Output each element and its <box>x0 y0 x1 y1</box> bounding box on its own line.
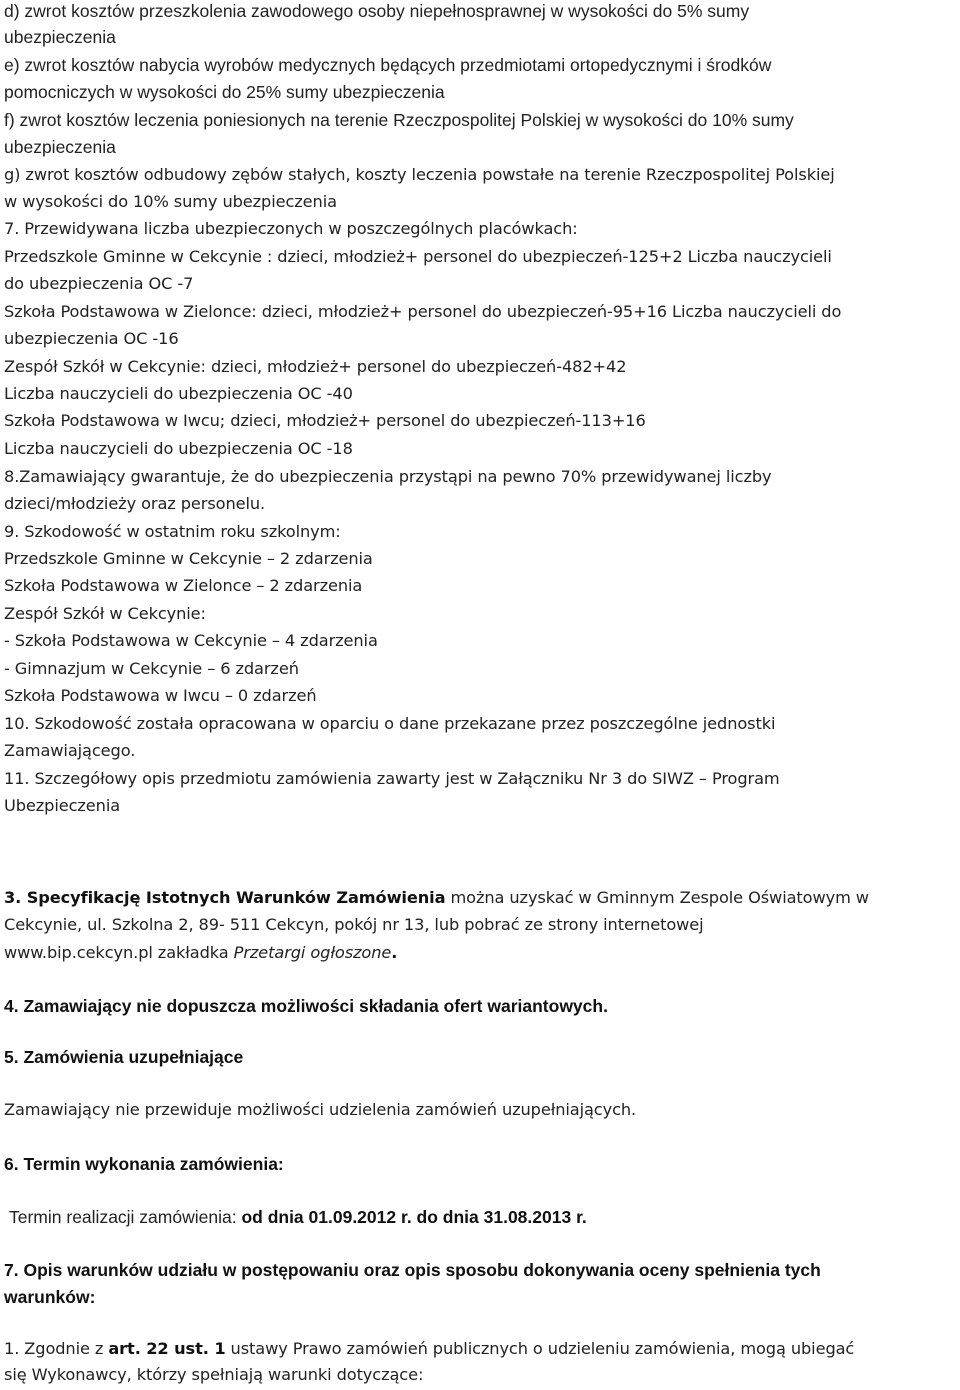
paragraph-line: 11. Szczegółowy opis przedmiotu zamówienia zawarty jest w Załączniku Nr 3 do SIWZ – Program <box>4 769 780 788</box>
paragraph-line: f) zwrot kosztów leczenia poniesionych na terenie Rzeczpospolitej Polskiej w wysokości do 10% sumy <box>4 110 794 130</box>
paragraph-line: Zamawiającego. <box>4 741 136 760</box>
section-7-heading <box>4 1259 821 1281</box>
section-6-body <box>9 1206 587 1228</box>
section-5-body: Zamawiający nie przewiduje możliwości udzielenia zamówień uzupełniających. <box>4 1100 637 1119</box>
paragraph-line: - Gimnazjum w Cekcynie – 6 zdarzeń <box>4 659 299 678</box>
paragraph-line: Liczba nauczycieli do ubezpieczenia OC -18 <box>4 439 353 458</box>
section-5-heading <box>4 1046 243 1068</box>
point-1-start: 1. Zgodnie z <box>4 1339 109 1358</box>
section-7-title-line-1: 7. Opis warunków udziału w postępowaniu oraz opis sposobu dokonywania oceny spełnienia tych <box>4 1260 821 1280</box>
tab-name: Przetargi ogłoszone <box>233 943 392 962</box>
section-4-text: 4. Zamawiający nie dopuszcza możliwości składania ofert wariantowych. <box>4 996 608 1016</box>
section-5-title: 5. Zamówienia uzupełniające <box>4 1047 244 1067</box>
paragraph-line: ubezpieczenia OC -16 <box>4 329 179 348</box>
paragraph-line: Szkoła Podstawowa w Zielonce – 2 zdarzenia <box>4 576 363 595</box>
paragraph-line: do ubezpieczenia OC -7 <box>4 274 194 293</box>
paragraph-line: ubezpieczenia <box>4 27 116 47</box>
paragraph-line: pomocniczych w wysokości do 25% sumy ubezpieczenia <box>4 82 445 102</box>
paragraph-line: Szkoła Podstawowa w Iwcu; dzieci, młodzież+ personel do ubezpieczeń-113+16 <box>4 411 646 430</box>
section-heading: 9. Szkodowość w ostatnim roku szkolnym: <box>4 522 341 541</box>
paragraph-line: Szkoła Podstawowa w Zielonce: dzieci, młodzież+ personel do ubezpieczeń-95+16 Liczba nauczycieli do <box>4 302 842 321</box>
term-label: Termin realizacji zamówienia: <box>9 1207 242 1227</box>
paragraph-line: d) zwrot kosztów przeszkolenia zawodowego osoby niepełnosprawnej w wysokości do 5% sumy <box>4 1 750 21</box>
paragraph-line: 8.Zamawiający gwarantuje, że do ubezpieczenia przystąpi na pewno 70% przewidywanej liczby <box>4 467 772 486</box>
section-3-heading: 3. Specyfikację Istotnych Warunków Zamówienia <box>4 888 446 907</box>
section-6-title: 6. Termin wykonania zamówienia: <box>4 1154 284 1174</box>
article-ref: art. 22 ust. 1 <box>108 1339 226 1358</box>
paragraph-line: Cekcynie, ul. Szkolna 2, 89- 511 Cekcyn, pokój nr 13, lub pobrać ze strony internetowej <box>4 915 704 934</box>
paragraph-line: Przedszkole Gminne w Cekcynie – 2 zdarzenia <box>4 549 373 568</box>
paragraph-line: się Wykonawcy, którzy spełniają warunki dotyczące: <box>4 1365 424 1384</box>
paragraph-line: Zespół Szkół w Cekcynie: dzieci, młodzież+ personel do ubezpieczeń-482+42 <box>4 357 627 376</box>
paragraph-line: - Szkoła Podstawowa w Cekcynie – 4 zdarzenia <box>4 631 378 650</box>
paragraph-line: ubezpieczenia <box>4 137 116 157</box>
paragraph-line: Ubezpieczenia <box>4 796 121 815</box>
point-1-line <box>4 1338 854 1360</box>
section-7-heading-cont <box>4 1286 95 1308</box>
section-3-line <box>4 887 869 909</box>
section-3-link-line <box>4 942 397 964</box>
period: . <box>391 943 398 962</box>
section-7-title-line-2: warunków: <box>4 1287 96 1307</box>
paragraph-line: Przedszkole Gminne w Cekcynie : dzieci, młodzież+ personel do ubezpieczeń-125+2 Liczba nauczycieli <box>4 247 832 266</box>
section-6-heading <box>4 1153 284 1175</box>
paragraph-line: g) zwrot kosztów odbudowy zębów stałych, koszty leczenia powstałe na terenie Rzeczpospolitej Polskiej <box>4 165 835 184</box>
paragraph-line: e) zwrot kosztów nabycia wyrobów medycznych będących przedmiotami ortopedycznymi i środków <box>4 55 772 75</box>
paragraph-line: Szkoła Podstawowa w Iwcu – 0 zdarzeń <box>4 686 317 705</box>
paragraph-line: w wysokości do 10% sumy ubezpieczenia <box>4 192 337 211</box>
paragraph-line: Liczba nauczycieli do ubezpieczenia OC -40 <box>4 384 353 403</box>
paragraph-line: dzieci/młodzieży oraz personelu. <box>4 494 266 513</box>
section-4-heading <box>4 995 608 1017</box>
point-1-rest: ustawy Prawo zamówień publicznych o udzieleniu zamówienia, mogą ubiegać <box>225 1339 855 1358</box>
term-dates: od dnia 01.09.2012 r. do dnia 31.08.2013 r. <box>241 1207 587 1227</box>
website-text: www.bip.cekcyn.pl zakładka <box>4 943 234 962</box>
section-3-text: można uzyskać w Gminnym Zespole Oświatowym w <box>445 888 869 907</box>
paragraph-line: 10. Szkodowość została opracowana w oparciu o dane przekazane przez poszczególne jednostki <box>4 714 776 733</box>
section-heading: 7. Przewidywana liczba ubezpieczonych w poszczególnych placówkach: <box>4 219 578 238</box>
paragraph-line: Zespół Szkół w Cekcynie: <box>4 604 206 623</box>
